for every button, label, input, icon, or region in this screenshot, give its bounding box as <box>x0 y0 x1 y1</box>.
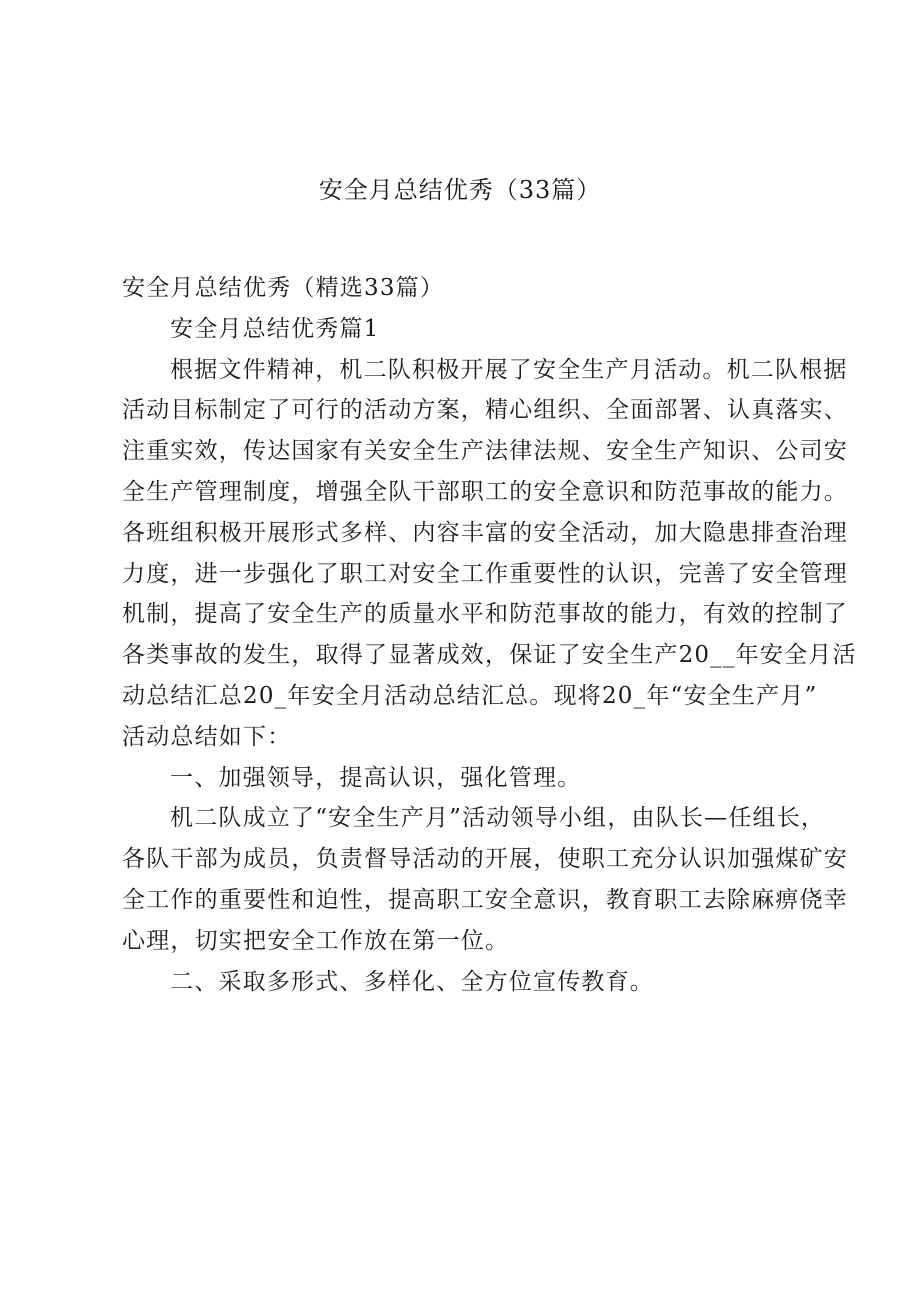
document-title: 安全月总结优秀（33篇） <box>318 176 602 204</box>
paragraph-1-line: 注重实效，传达国家有关安全生产法律法规、安全生产知识、公司安 <box>122 438 848 465</box>
paragraph-2-line: 机二队成立了“安全生产月”活动领导小组，由队长—任组长， <box>170 805 826 832</box>
paragraph-2-line: 全工作的重要性和迫性，提高职工安全意识，教育职工去除麻痹侥幸 <box>122 886 848 913</box>
paragraph-1-line: 各班组积极开展形式多样、内容丰富的安全活动，加大隐患排查治理 <box>122 519 848 546</box>
document-subtitle: 安全月总结优秀（精选33篇） <box>122 275 445 301</box>
paragraph-1-line: 全生产管理制度，增强全队干部职工的安全意识和防范事故的能力。 <box>122 478 848 505</box>
section-heading: 安全月总结优秀篇1 <box>170 315 380 342</box>
paragraph-1-line: 根据文件精神，机二队积极开展了安全生产月活动。机二队根据 <box>170 356 848 383</box>
paragraph-1-line: 活动总结如下： <box>122 723 292 750</box>
heading-1: 一、加强领导，提高认识，强化管理。 <box>170 764 582 791</box>
paragraph-1-line: 活动目标制定了可行的活动方案，精心组织、全面部署、认真落实、 <box>122 397 848 424</box>
paragraph-1-line: 动总结汇总20_年安全月活动总结汇总。现将20_年“安全生产月” <box>122 682 818 709</box>
paragraph-1-line: 各类事故的发生，取得了显著成效，保证了安全生产20__年安全月活 <box>122 642 857 669</box>
heading-2: 二、采取多形式、多样化、全方位宣传教育。 <box>170 968 654 995</box>
paragraph-1-line: 力度，进一步强化了职工对安全工作重要性的认识，完善了安全管理 <box>122 560 848 587</box>
paragraph-2-line: 各队干部为成员，负责督导活动的开展，使职工充分认识加强煤矿安 <box>122 846 848 873</box>
paragraph-2-line: 心理，切实把安全工作放在第一位。 <box>122 927 510 954</box>
document-body <box>122 268 857 1002</box>
paragraph-1-line: 机制，提高了安全生产的质量水平和防范事故的能力，有效的控制了 <box>122 601 848 628</box>
